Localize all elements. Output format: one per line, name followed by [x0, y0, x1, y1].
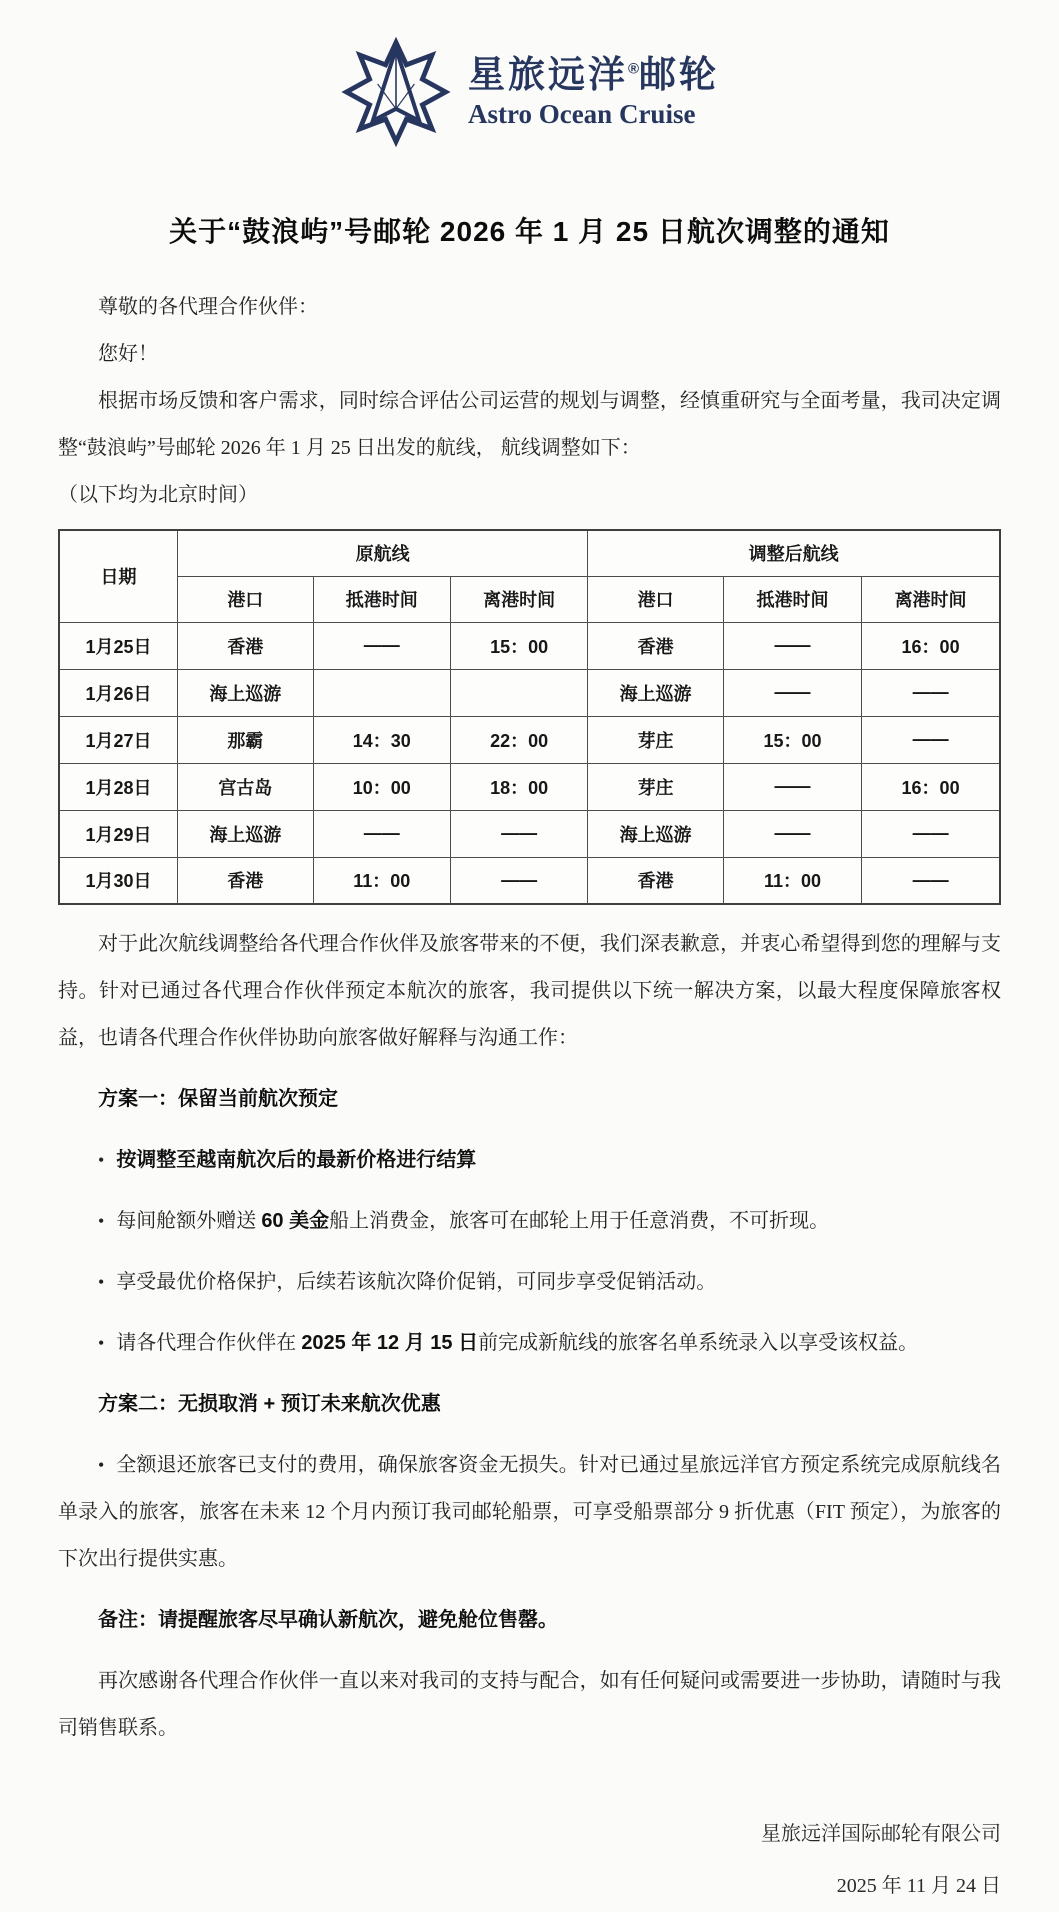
- cell-date: 1月26日: [59, 669, 178, 716]
- apology-paragraph: 对于此次航线调整给各代理合作伙伴及旅客带来的不便，我们深表歉意，并衷心希望得到您的理解与支持。针对已通过各代理合作伙伴预定本航次的旅客，我司提供以下统一解决方案，以最大程度保障旅客权益，也请各代理合作伙伴协助向旅客做好解释与沟通工作：: [58, 933, 1001, 1049]
- column-header-port-original: 港口: [178, 576, 314, 622]
- bullet-text: 前完成新航线的旅客名单系统录入以享受该权益。: [478, 1332, 919, 1354]
- cell-date: 1月28日: [59, 763, 178, 810]
- cell-orig-arrival: ——: [313, 810, 450, 857]
- table-row: [59, 763, 1000, 810]
- cell-adj-port: 芽庄: [588, 763, 724, 810]
- cell-orig-port: 宫古岛: [178, 763, 314, 810]
- bullet-icon: •: [98, 1272, 105, 1292]
- cell-orig-arrival: 14：30: [313, 716, 450, 763]
- table-body: [59, 622, 1000, 904]
- bullet-text: 全额退还旅客已支付的费用，确保旅客资金无损失。针对已通过星旅远洋官方预定系统完成原航线名单录入的旅客，旅客在未来 12 个月内预订我司邮轮船票，可享受船票部分 9 折优惠（FIT 预定），为旅客的下次出行提供实惠。: [58, 1454, 1001, 1570]
- bullet-text: 每间舱额外赠送: [116, 1210, 262, 1232]
- bullet-icon: •: [98, 1211, 105, 1231]
- greeting-line: 尊敬的各代理合作伙伴：: [98, 296, 318, 318]
- cell-adj-departure: ——: [862, 716, 1000, 763]
- cell-adj-departure: 16：00: [862, 763, 1000, 810]
- cell-adj-port: 海上巡游: [588, 669, 724, 716]
- list-item: [58, 1198, 1001, 1245]
- table-row: [59, 716, 1000, 763]
- cell-adj-arrival: ——: [723, 810, 861, 857]
- bullet-text: 请各代理合作伙伴在: [116, 1332, 302, 1354]
- cell-orig-arrival: [313, 669, 450, 716]
- cell-orig-departure: 15：00: [450, 622, 587, 669]
- cell-orig-port: 那霸: [178, 716, 314, 763]
- brand-header: [58, 36, 1001, 148]
- table-row: [59, 810, 1000, 857]
- list-item: [58, 1320, 1001, 1367]
- cell-orig-arrival: 10：00: [313, 763, 450, 810]
- bullet-icon: •: [98, 1333, 105, 1353]
- column-header-departure-original: 离港时间: [450, 576, 587, 622]
- cell-orig-departure: 18：00: [450, 763, 587, 810]
- bullet-text: 享受最优价格保护，后续若该航次降价促销，可同步享受促销活动。: [116, 1271, 717, 1293]
- cell-orig-departure: ——: [450, 857, 587, 904]
- cell-adj-port: 海上巡游: [588, 810, 724, 857]
- cell-adj-departure: ——: [862, 810, 1000, 857]
- cell-adj-arrival: 15：00: [723, 716, 861, 763]
- plan2-heading: 方案二：无损取消 + 预订未来航次优惠: [98, 1393, 441, 1415]
- cell-orig-arrival: ——: [313, 622, 450, 669]
- signature-block: [58, 1808, 1001, 1912]
- cell-orig-port: 海上巡游: [178, 810, 314, 857]
- cell-orig-departure: ——: [450, 810, 587, 857]
- cell-orig-arrival: 11：00: [313, 857, 450, 904]
- star-logo-icon: [340, 36, 452, 148]
- bullet-icon: •: [98, 1150, 105, 1170]
- cell-adj-port: 芽庄: [588, 716, 724, 763]
- cell-orig-port: 香港: [178, 622, 314, 669]
- table-row: [59, 669, 1000, 716]
- cell-date: 1月30日: [59, 857, 178, 904]
- cell-adj-arrival: 11：00: [723, 857, 861, 904]
- table-header-row-sub: [59, 576, 1000, 622]
- list-item: [58, 1259, 1001, 1306]
- column-group-adjusted-route: 调整后航线: [588, 530, 1000, 576]
- bullet-text-bold: 60 美金: [261, 1210, 330, 1232]
- cell-orig-port: 海上巡游: [178, 669, 314, 716]
- signature-date: 2025 年 11 月 24 日: [836, 1875, 1001, 1897]
- cell-adj-arrival: ——: [723, 622, 861, 669]
- cell-date: 1月29日: [59, 810, 178, 857]
- hello-line: 您好！: [98, 343, 158, 365]
- closing-paragraph: 再次感谢各代理合作伙伴一直以来对我司的支持与配合，如有任何疑问或需要进一步协助，请随时与我司销售联系。: [58, 1670, 1001, 1739]
- cell-adj-arrival: ——: [723, 763, 861, 810]
- intro-paragraph: 根据市场反馈和客户需求，同时综合评估公司运营的规划与调整，经慎重研究与全面考量，我司决定调整“鼓浪屿”号邮轮 2026 年 1 月 25 日出发的航线， 航线调整如下：: [58, 390, 1001, 459]
- cell-adj-arrival: ——: [723, 669, 861, 716]
- brand-name-chinese: [468, 54, 719, 97]
- plan1-heading: 方案一：保留当前航次预定: [98, 1088, 338, 1110]
- cell-adj-port: 香港: [588, 857, 724, 904]
- column-header-arrival-adjusted: 抵港时间: [723, 576, 861, 622]
- brand-name-english: Astro Ocean Cruise: [467, 98, 696, 129]
- table-header-row-groups: [59, 530, 1000, 576]
- cell-adj-departure: ——: [862, 857, 1000, 904]
- timezone-note: （以下均为北京时间）: [58, 484, 258, 506]
- column-header-date: 日期: [59, 530, 178, 622]
- registered-mark-icon: ®: [627, 60, 640, 78]
- column-group-original-route: 原航线: [178, 530, 588, 576]
- table-header: [59, 530, 1000, 622]
- list-item: [58, 1137, 1001, 1184]
- bullet-text-bold: 按调整至越南航次后的最新价格进行结算: [116, 1149, 477, 1171]
- signature-company: 星旅远洋国际邮轮有限公司: [761, 1823, 1001, 1845]
- column-header-arrival-original: 抵港时间: [313, 576, 450, 622]
- bullet-text-bold: 2025 年 12 月 15 日: [301, 1332, 479, 1354]
- list-item: [58, 1442, 1001, 1583]
- schedule-table: [58, 529, 1001, 905]
- page-title: 关于“鼓浪屿”号邮轮 2026 年 1 月 25 日航次调整的通知: [169, 216, 890, 247]
- brand-name-cn-main: 星旅远洋: [467, 54, 628, 96]
- document-body: [58, 284, 1001, 1912]
- bullet-icon: •: [98, 1455, 105, 1475]
- cell-adj-departure: 16：00: [862, 622, 1000, 669]
- note-line: 备注：请提醒旅客尽早确认新航次，避免舱位售罄。: [98, 1609, 558, 1631]
- bullet-text: 船上消费金，旅客可在邮轮上用于任意消费，不可折现。: [329, 1210, 830, 1232]
- cell-adj-departure: ——: [862, 669, 1000, 716]
- brand-name-cn-suffix: 邮轮: [639, 54, 720, 96]
- cell-orig-departure: [450, 669, 587, 716]
- column-header-port-adjusted: 港口: [588, 576, 724, 622]
- table-row: [59, 857, 1000, 904]
- cell-date: 1月25日: [59, 622, 178, 669]
- table-row: [59, 622, 1000, 669]
- cell-date: 1月27日: [59, 716, 178, 763]
- brand-text: [468, 54, 719, 130]
- cell-orig-departure: 22：00: [450, 716, 587, 763]
- cell-orig-port: 香港: [178, 857, 314, 904]
- cell-adj-port: 香港: [588, 622, 724, 669]
- column-header-departure-adjusted: 离港时间: [862, 576, 1000, 622]
